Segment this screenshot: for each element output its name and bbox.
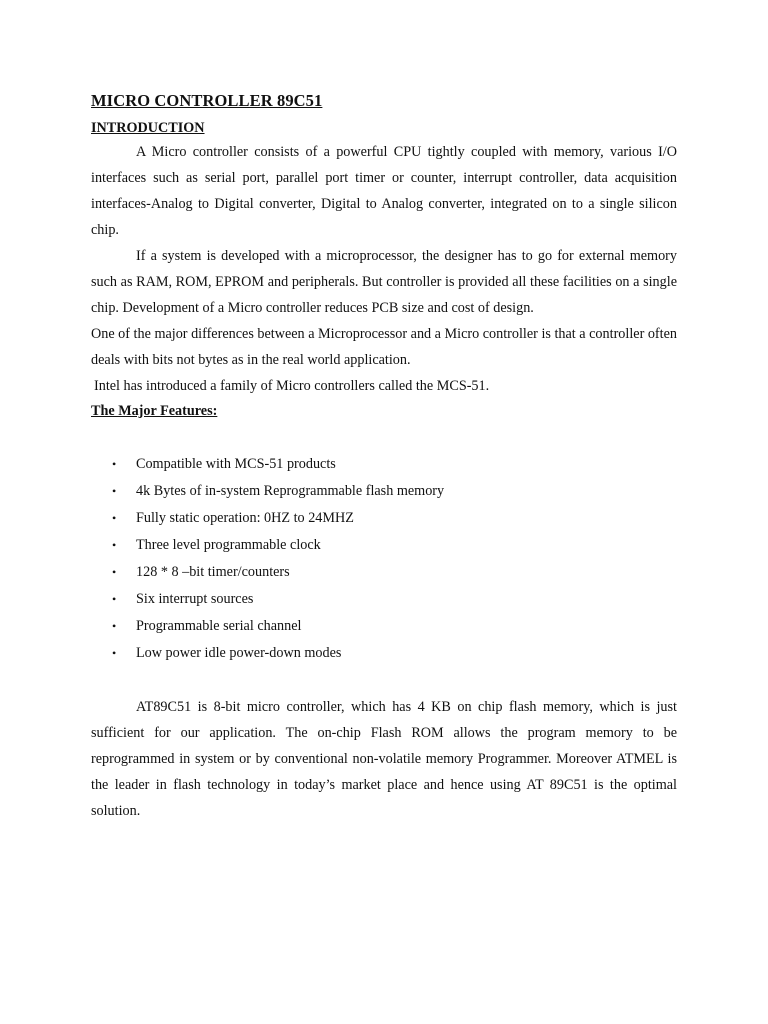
document-title: MICRO CONTROLLER 89C51 <box>91 91 323 110</box>
bullet-icon: • <box>112 511 117 525</box>
feature-text: Fully static operation: 0HZ to 24MHZ <box>136 510 354 526</box>
list-item <box>91 478 677 505</box>
intro-paragraph-2: If a system is developed with a microprocessor, the designer has to go for external memory such as RAM, ROM, EPROM and peripherals. But controller is provided all these facilities on a single chip. Development of a Micro controller reduces PCB size and cost of design. <box>91 248 677 316</box>
intro-paragraph-4: Intel has introduced a family of Micro controllers called the MCS-51. <box>94 378 490 394</box>
bullet-icon: • <box>112 592 117 606</box>
bullet-icon: • <box>112 457 117 471</box>
bullet-icon: • <box>112 538 117 552</box>
list-item <box>91 640 677 667</box>
bullet-icon: • <box>112 619 117 633</box>
list-item <box>91 613 677 640</box>
document-page <box>91 90 677 824</box>
feature-text: Programmable serial channel <box>136 618 302 634</box>
introduction-heading: INTRODUCTION <box>91 120 205 136</box>
features-heading: The Major Features: <box>91 403 218 419</box>
list-item <box>91 505 677 532</box>
list-item <box>91 586 677 613</box>
feature-text: Compatible with MCS-51 products <box>136 456 336 472</box>
intro-paragraph-3: One of the major differences between a Microprocessor and a Micro controller is that a controller often deals with bits not bytes as in the real world application. <box>91 326 677 368</box>
closing-paragraph: AT89C51 is 8-bit micro controller, which has 4 KB on chip flash memory, which is just sufficient for our application. The on-chip Flash ROM allows the program memory to be reprogrammed in system or by conventional non-volatile memory Programmer. Moreover ATMEL is the leader in flash technology in today’s market place and hence using AT 89C51 is the optimal solution. <box>91 699 677 819</box>
bullet-icon: • <box>112 565 117 579</box>
intro-paragraph-1: A Micro controller consists of a powerful CPU tightly coupled with memory, various I/O interfaces such as serial port, parallel port timer or counter, interrupt controller, data acquisition interfaces-Analog to Digital converter, Digital to Analog converter, integrated on to a single silicon chip. <box>91 144 677 238</box>
list-item <box>91 532 677 559</box>
features-list <box>91 451 677 667</box>
bullet-icon: • <box>112 484 117 498</box>
feature-text: 4k Bytes of in-system Reprogrammable flash memory <box>136 483 445 499</box>
feature-text: 128 * 8 –bit timer/counters <box>136 564 290 580</box>
feature-text: Three level programmable clock <box>136 537 321 553</box>
bullet-icon: • <box>112 646 117 660</box>
feature-text: Low power idle power-down modes <box>136 645 342 661</box>
list-item <box>91 451 677 478</box>
feature-text: Six interrupt sources <box>136 591 254 607</box>
list-item <box>91 559 677 586</box>
